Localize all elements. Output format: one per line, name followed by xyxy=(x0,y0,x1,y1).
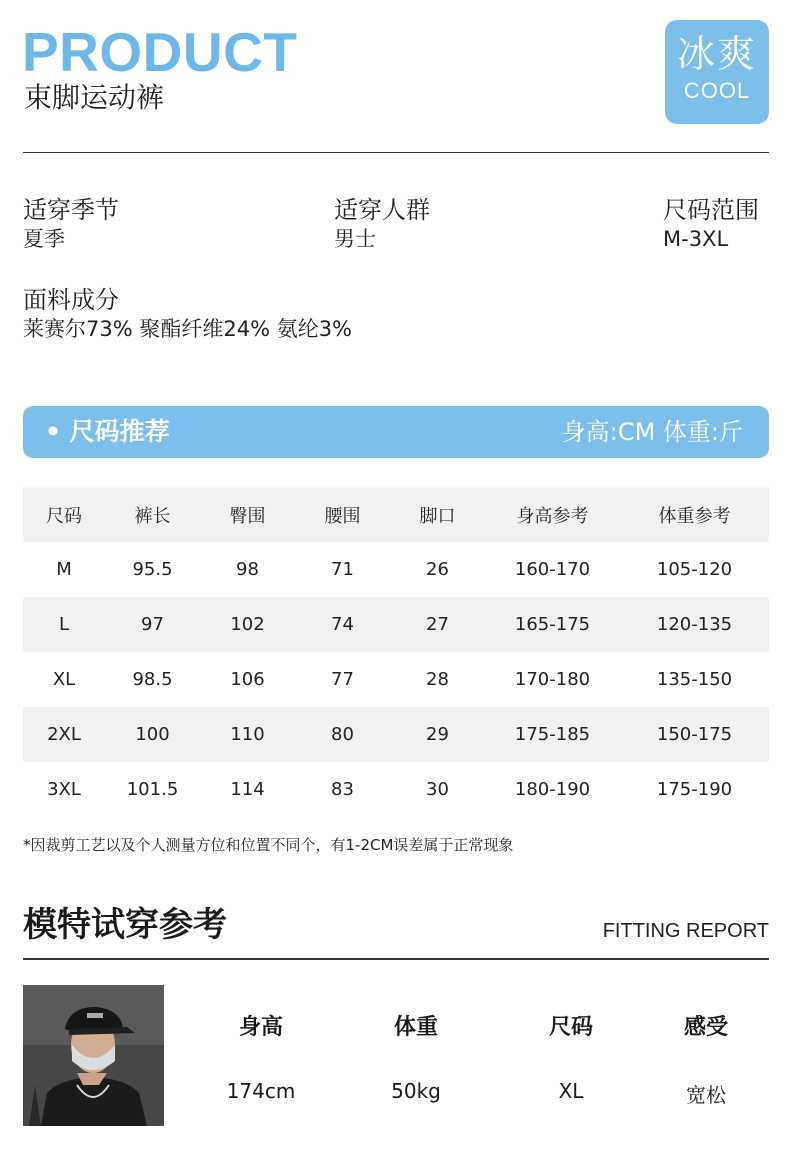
size-range-value: M-3XL xyxy=(663,227,729,251)
badge-cn: 冰爽 xyxy=(676,32,757,76)
table-header: 脚口 xyxy=(419,505,456,527)
table-cell: L xyxy=(58,614,70,635)
table-cell: 150-175 xyxy=(656,724,733,745)
table-cell: 114 xyxy=(230,779,265,800)
size-units: 身高:CM 体重:斤 xyxy=(561,418,743,446)
season-label: 适穿季节 xyxy=(23,196,119,224)
table-header: 裤长 xyxy=(134,505,171,527)
table-row xyxy=(23,597,769,652)
spec-fabric xyxy=(23,285,352,343)
size-table xyxy=(23,487,769,817)
table-cell: 120-135 xyxy=(656,614,733,635)
table-cell: 77 xyxy=(331,669,354,690)
table-header: 身高参考 xyxy=(516,505,589,527)
cool-badge xyxy=(665,20,769,124)
table-cell: 105-120 xyxy=(656,559,733,580)
table-row xyxy=(23,542,769,597)
table-cell: 175-185 xyxy=(514,724,591,745)
table-cell: M xyxy=(56,559,72,580)
fitting-header-weight: 体重 xyxy=(393,1015,438,1040)
table-cell: 100 xyxy=(135,724,170,745)
fitting-header-feel: 感受 xyxy=(683,1015,728,1040)
measurement-note: *因裁剪工艺以及个人测量方位和位置不同个，有1-2CM误差属于正常现象 xyxy=(23,836,514,854)
model-photo-image xyxy=(23,985,164,1126)
table-cell: 175-190 xyxy=(656,779,733,800)
table-cell: 170-180 xyxy=(514,669,591,690)
badge-en: COOL xyxy=(683,78,751,103)
brand-title: PRODUCT xyxy=(22,21,298,83)
fitting-subtitle: FITTING REPORT xyxy=(602,920,769,942)
table-header: 尺码 xyxy=(46,505,82,527)
fabric-label: 面料成分 xyxy=(23,286,119,314)
fabric-value: 莱赛尔73% 聚酯纤维24% 氨纶3% xyxy=(23,317,353,341)
table-cell: 3XL xyxy=(47,779,81,800)
fitting-value-height: 174cm xyxy=(226,1079,296,1103)
table-cell: 28 xyxy=(426,669,449,690)
table-cell: 83 xyxy=(331,779,354,800)
table-cell: 98 xyxy=(236,559,259,580)
table-cell: 29 xyxy=(426,724,449,745)
table-header: 腰围 xyxy=(324,505,361,527)
table-cell: 26 xyxy=(426,559,449,580)
table-cell: 98.5 xyxy=(132,669,173,690)
table-header: 体重参考 xyxy=(658,505,731,527)
table-cell: 110 xyxy=(230,724,265,745)
spec-season xyxy=(23,195,119,253)
size-recommend-bar xyxy=(23,406,769,458)
table-cell: 165-175 xyxy=(514,614,591,635)
table-cell: 135-150 xyxy=(656,669,733,690)
table-cell: 2XL xyxy=(47,724,81,745)
table-cell: 95.5 xyxy=(132,559,173,580)
size-range-label: 尺码范围 xyxy=(663,196,759,224)
fitting-header-size: 尺码 xyxy=(548,1015,593,1040)
season-value: 夏季 xyxy=(23,227,65,251)
table-cell: 102 xyxy=(230,614,265,635)
table-cell: XL xyxy=(52,669,76,690)
table-cell: 27 xyxy=(426,614,449,635)
table-row xyxy=(23,762,769,817)
table-cell: 30 xyxy=(426,779,449,800)
table-header-row xyxy=(23,487,769,542)
table-cell: 71 xyxy=(331,559,354,580)
model-photo xyxy=(23,985,164,1126)
product-name: 束脚运动裤 xyxy=(24,81,165,114)
table-cell: 101.5 xyxy=(126,779,179,800)
table-cell: 97 xyxy=(141,614,164,635)
table-cell: 80 xyxy=(331,724,354,745)
table-cell: 106 xyxy=(230,669,265,690)
fitting-value-feel: 宽松 xyxy=(686,1083,726,1107)
table-header: 臀围 xyxy=(229,505,266,527)
table-cell: 160-170 xyxy=(514,559,591,580)
audience-label: 适穿人群 xyxy=(334,196,430,224)
table-cell: 74 xyxy=(331,614,354,635)
fitting-header-height: 身高 xyxy=(238,1015,283,1040)
fitting-value-size: XL xyxy=(558,1079,584,1103)
size-recommend-title: • 尺码推荐 xyxy=(45,417,170,446)
spec-size-range xyxy=(663,195,759,253)
table-row xyxy=(23,707,769,762)
header-divider xyxy=(23,152,769,153)
table-row xyxy=(23,652,769,707)
audience-value: 男士 xyxy=(334,227,376,251)
fitting-value-weight: 50kg xyxy=(391,1079,441,1103)
fitting-title: 模特试穿参考 xyxy=(23,905,227,945)
fitting-divider xyxy=(23,958,769,960)
table-cell: 180-190 xyxy=(514,779,591,800)
spec-audience xyxy=(334,195,430,253)
